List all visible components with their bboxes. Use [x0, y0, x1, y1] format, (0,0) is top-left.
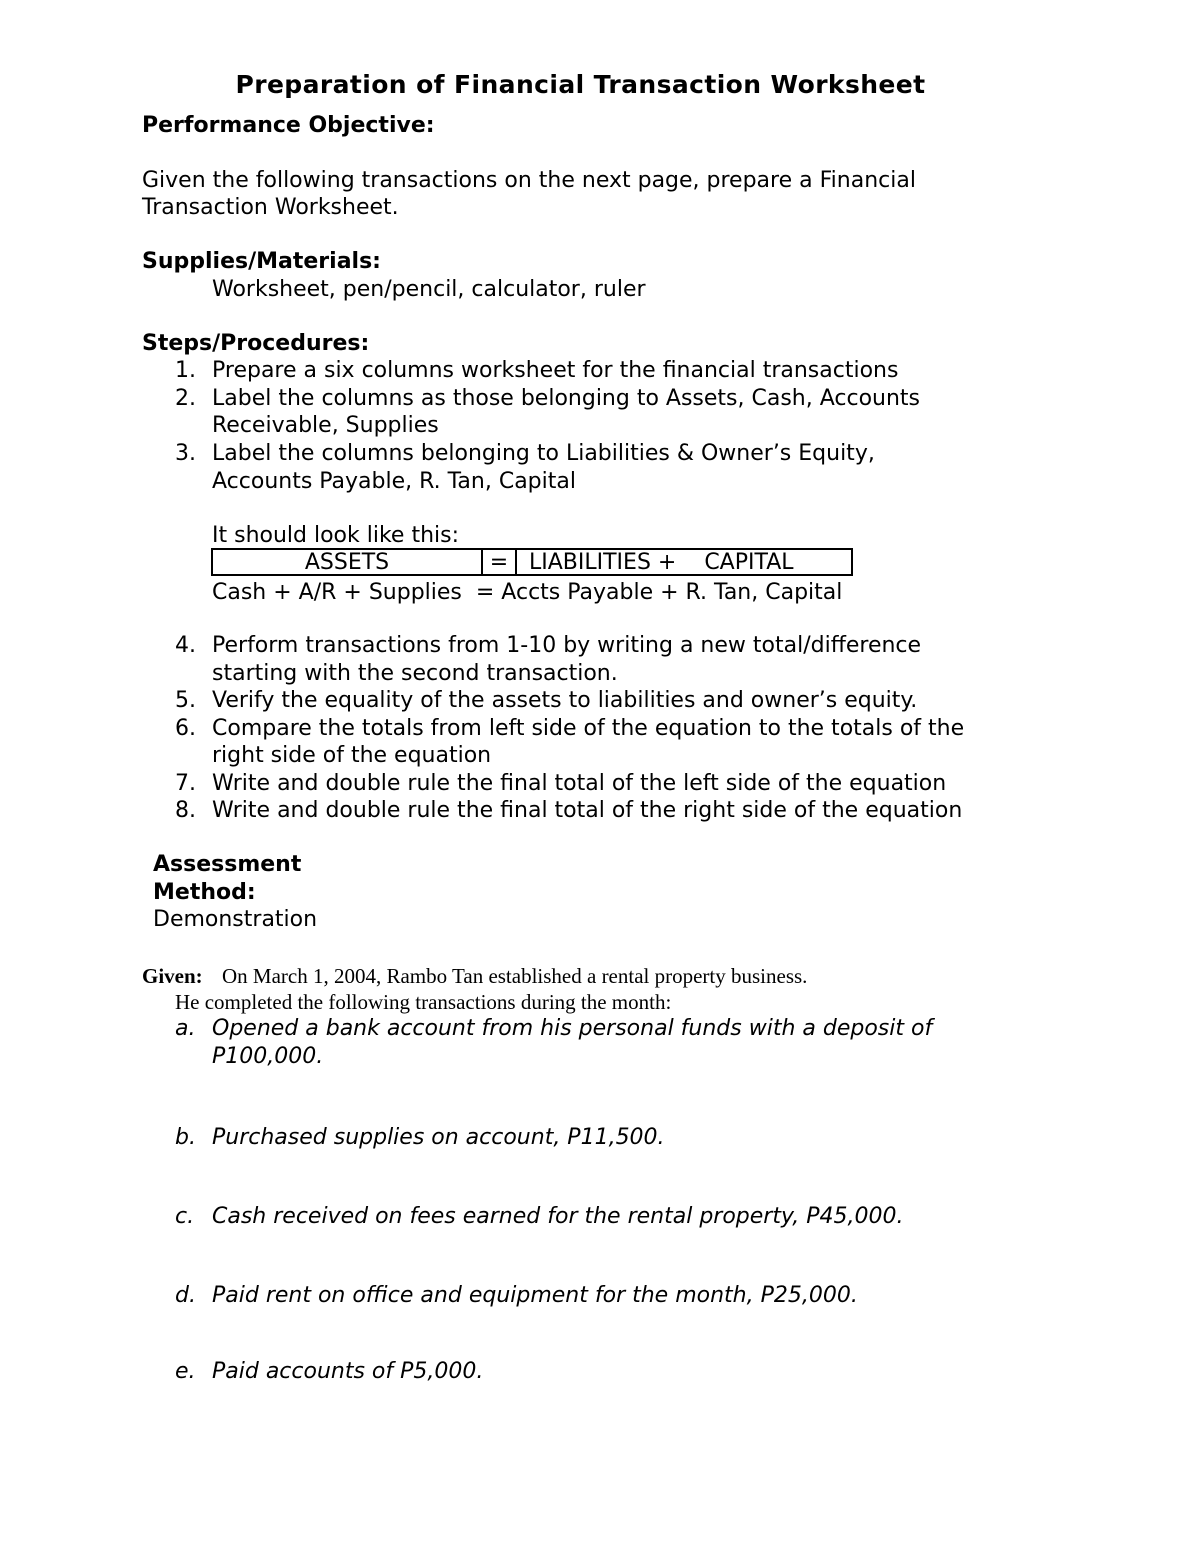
transaction-text: Cash received on fees earned for the rental property, P45,000.: [212, 1204, 904, 1229]
objective-text-line-2: Transaction Worksheet.: [142, 195, 399, 220]
equals-sign: =: [481, 550, 517, 574]
example-intro: It should look like this:: [212, 523, 460, 548]
transaction-letter: b.: [175, 1125, 196, 1150]
transaction-text: P100,000.: [212, 1044, 324, 1069]
performance-objective-heading: Performance Objective:: [142, 113, 435, 138]
step-number: 2.: [175, 386, 196, 411]
step-number: 8.: [175, 798, 196, 823]
given-label: Given:: [142, 964, 203, 988]
assessment-method: Demonstration: [153, 907, 318, 932]
step-number: 4.: [175, 633, 196, 658]
step-number: 6.: [175, 716, 196, 741]
step-text: Write and double rule the final total of the right side of the equation: [212, 798, 963, 823]
supplies-text: Worksheet, pen/pencil, calculator, ruler: [212, 277, 646, 302]
page-title: Preparation of Financial Transaction Worksheet: [235, 70, 926, 99]
assets-label: ASSETS: [304, 550, 390, 575]
step-text: Prepare a six columns worksheet for the financial transactions: [212, 358, 899, 383]
step-number: 1.: [175, 358, 196, 383]
step-text: Perform transactions from 1-10 by writing a new total/difference: [212, 633, 922, 658]
transaction-text: Opened a bank account from his personal funds with a deposit of: [212, 1016, 933, 1041]
step-text: Receivable, Supplies: [212, 413, 439, 438]
transaction-text: Purchased supplies on account, P11,500.: [212, 1125, 665, 1150]
transaction-letter: d.: [175, 1283, 196, 1308]
step-number: 7.: [175, 771, 196, 796]
given-line-1: On March 1, 2004, Rambo Tan established a rental property business.: [222, 964, 808, 988]
assessment-heading-line-1: Assessment: [153, 852, 302, 877]
step-text: Write and double rule the final total of the left side of the equation: [212, 771, 947, 796]
transaction-letter: e.: [175, 1359, 196, 1384]
step-text: Accounts Payable, R. Tan, Capital: [212, 469, 576, 494]
accounting-equation-box: [211, 548, 853, 576]
objective-text-line-1: Given the following transactions on the next page, prepare a Financial: [142, 168, 916, 193]
step-number: 5.: [175, 688, 196, 713]
transaction-text: Paid accounts of P5,000.: [212, 1359, 484, 1384]
given-line-2: He completed the following transactions during the month:: [175, 990, 672, 1014]
step-text: right side of the equation: [212, 743, 492, 768]
assessment-heading-line-2: Method:: [153, 880, 256, 905]
step-number: 3.: [175, 441, 196, 466]
liabilities-capital-label: LIABILITIES + CAPITAL: [529, 550, 794, 575]
step-text: Compare the totals from left side of the equation to the totals of the: [212, 716, 965, 741]
step-text: Label the columns belonging to Liabilities & Owner’s Equity,: [212, 441, 875, 466]
steps-heading: Steps/Procedures:: [142, 331, 370, 356]
step-text: starting with the second transaction.: [212, 661, 618, 686]
transaction-letter: c.: [175, 1204, 195, 1229]
step-text: Verify the equality of the assets to liabilities and owner’s equity.: [212, 688, 918, 713]
step-text: Label the columns as those belonging to Assets, Cash, Accounts: [212, 386, 921, 411]
equation-detail: Cash + A/R + Supplies = Accts Payable + R. Tan, Capital: [212, 580, 843, 605]
transaction-text: Paid rent on office and equipment for the month, P25,000.: [212, 1283, 858, 1308]
supplies-heading: Supplies/Materials:: [142, 249, 381, 274]
transaction-letter: a.: [175, 1016, 196, 1041]
